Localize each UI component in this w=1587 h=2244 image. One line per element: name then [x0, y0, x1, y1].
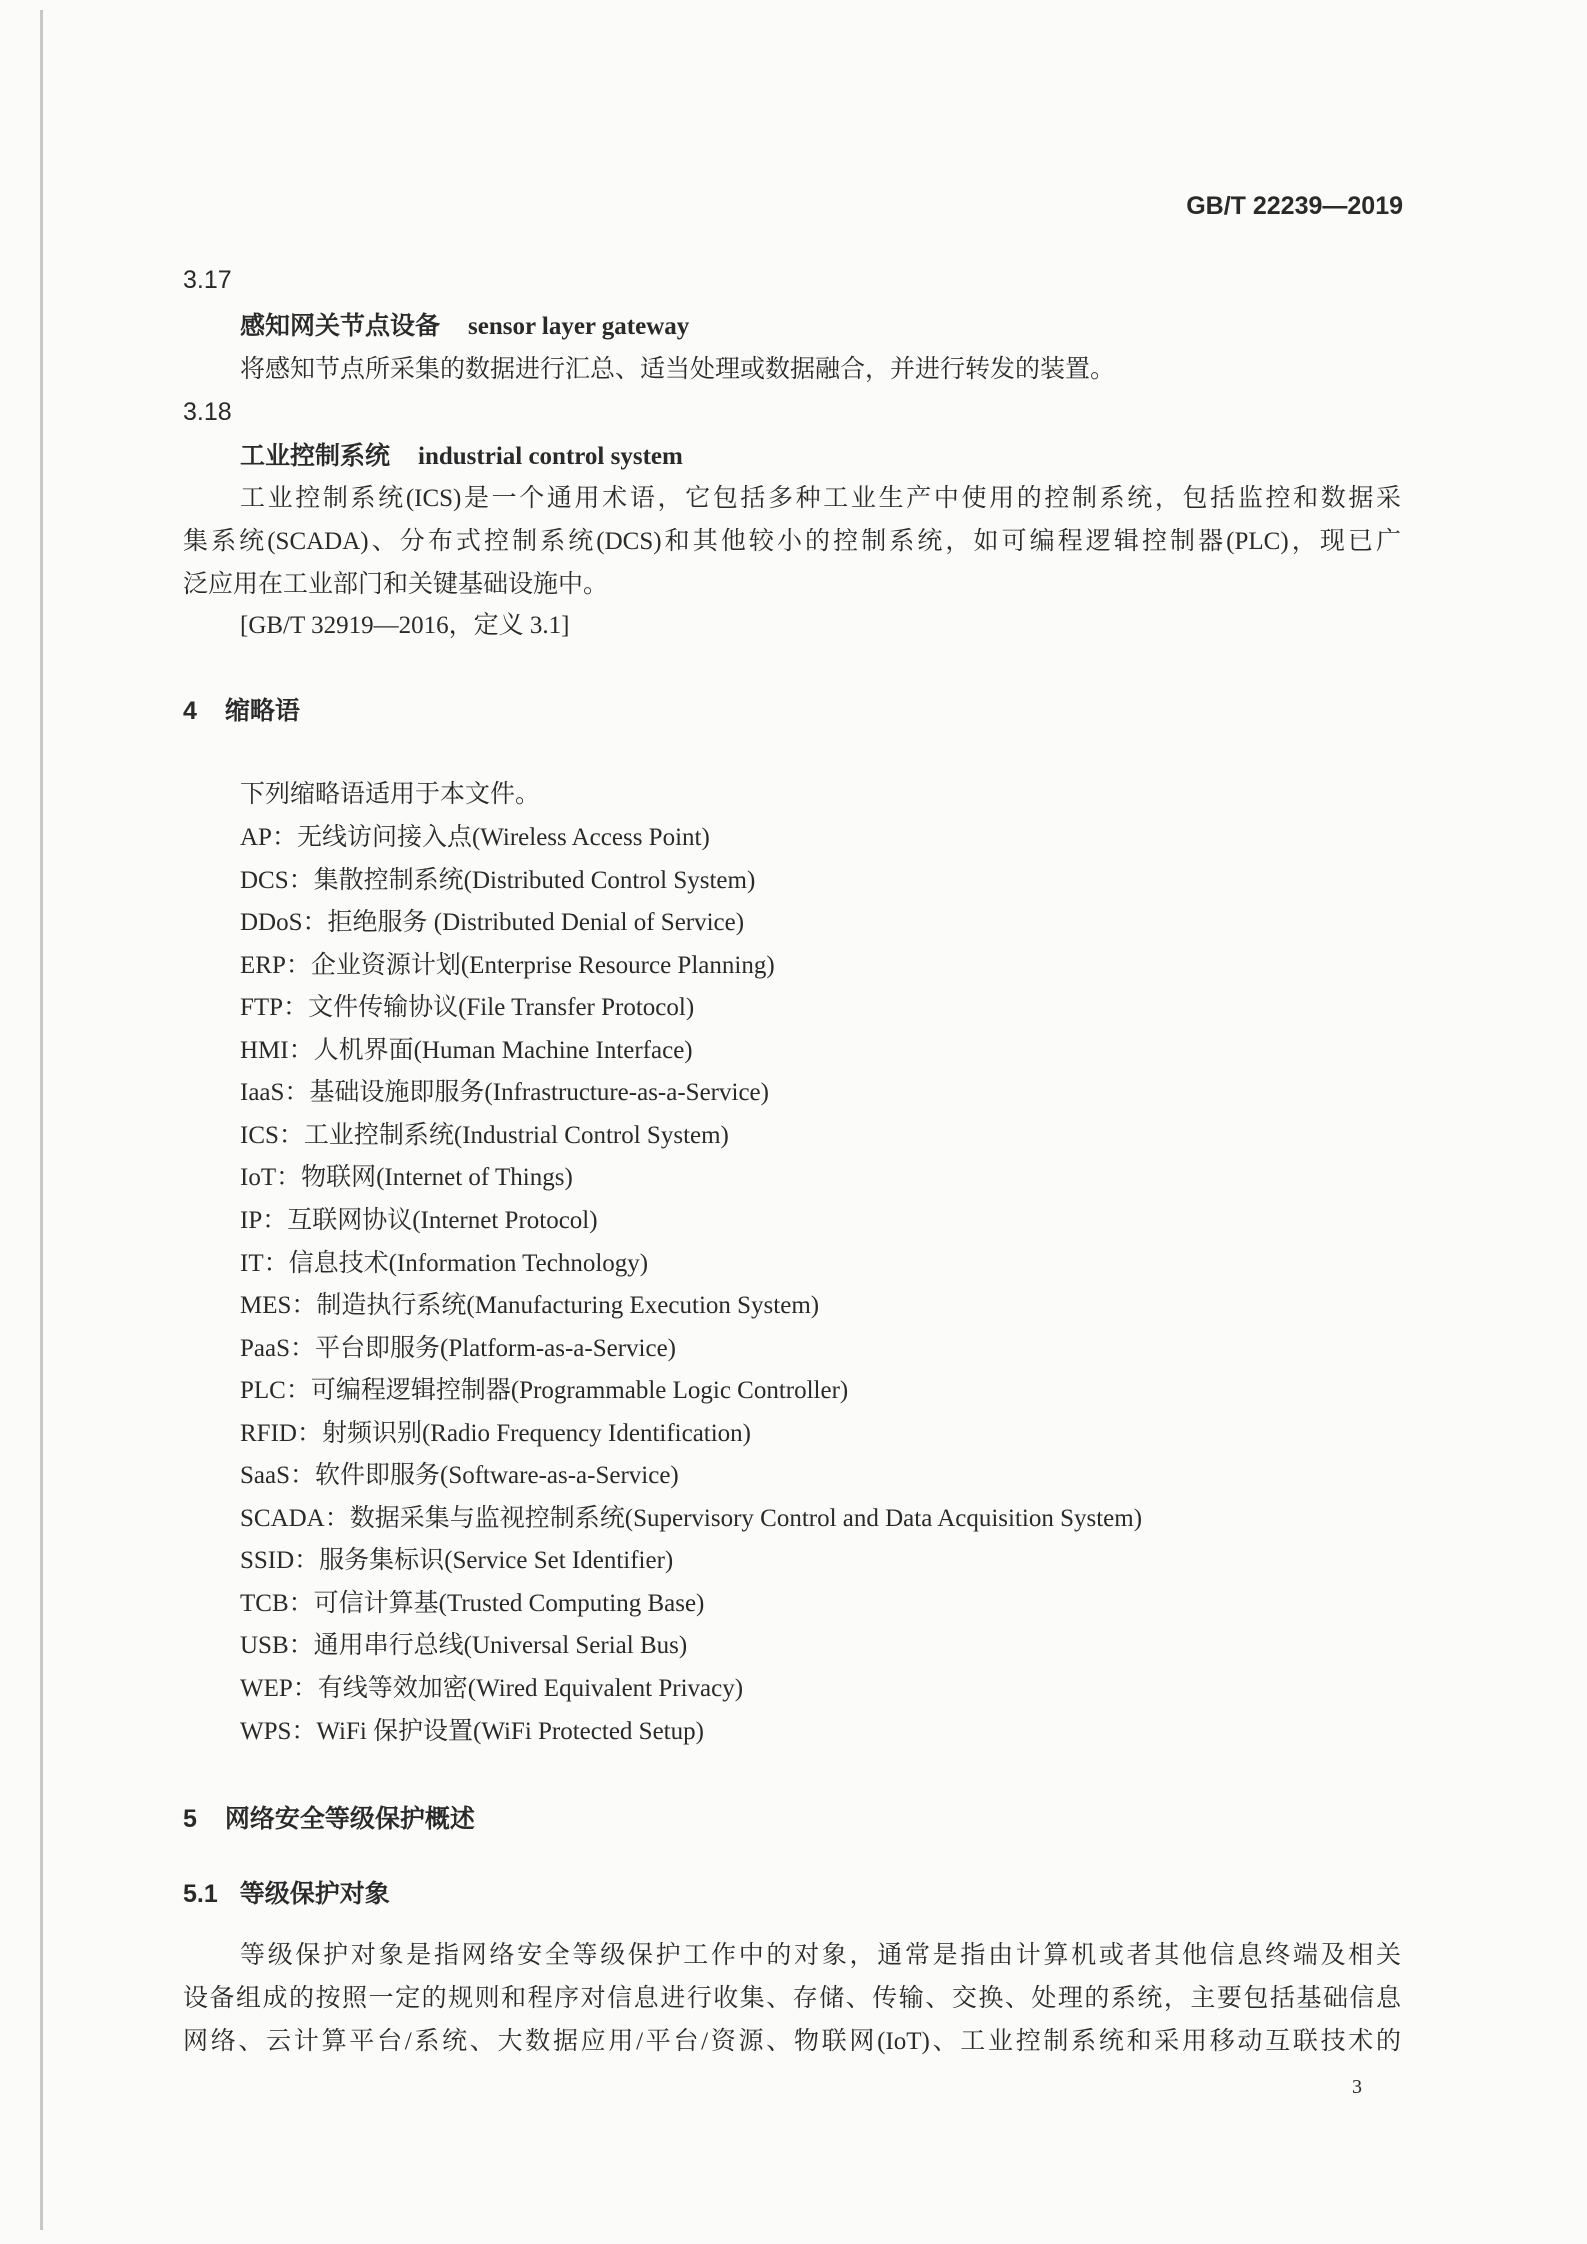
scan-edge-line [40, 10, 43, 2230]
abbreviation-item: AP：无线访问接入点(Wireless Access Point) [240, 824, 710, 851]
abbreviation-item: WPS：WiFi 保护设置(WiFi Protected Setup) [240, 1717, 704, 1745]
term-3-17 [240, 312, 689, 342]
section-title: 等级保护对象 [239, 1881, 390, 1908]
abbreviation-item: IaaS：基础设施即服务(Infrastructure-as-a-Service) [240, 1079, 769, 1107]
abbreviation-item: IoT：物联网(Internet of Things) [240, 1164, 573, 1192]
reference: [GB/T 32919—2016，定义 3.1] [240, 612, 570, 639]
abbreviation-item: IT：信息技术(Information Technology) [240, 1249, 649, 1277]
abbreviation-item: DCS：集散控制系统(Distributed Control System) [240, 866, 756, 894]
section-heading-5 [183, 1804, 475, 1835]
section-number: 4 [183, 697, 197, 725]
paragraph-line: 网络、云计算平台/系统、大数据应用/平台/资源、物联网(IoT)、工业控制系统和采用移动互联技术的 [183, 2028, 1401, 2055]
abbreviation-item: MES：制造执行系统(Manufacturing Execution System) [240, 1292, 820, 1320]
paragraph-line: 泛应用在工业部门和关键基础设施中。 [183, 571, 609, 598]
abbreviation-item: SSID：服务集标识(Service Set Identifier) [240, 1547, 674, 1575]
paragraph-line: 设备组成的按照一定的规则和程序对信息进行收集、存储、传输、交换、处理的系统，主要包括基础信息 [183, 1985, 1401, 2012]
term-3-18 [240, 442, 683, 472]
abbreviation-item: HMI：人机界面(Human Machine Interface) [240, 1036, 693, 1064]
definition-3-17: 将感知节点所采集的数据进行汇总、适当处理或数据融合，并进行转发的装置。 [240, 356, 1116, 383]
abbreviation-item: RFID：射频识别(Radio Frequency Identification) [240, 1419, 752, 1447]
standard-code-header: GB/T 22239—2019 [1186, 192, 1403, 220]
section-heading-5-1 [183, 1879, 390, 1910]
abbreviation-intro: 下列缩略语适用于本文件。 [240, 781, 541, 808]
abbreviation-item: FTP：文件传输协议(File Transfer Protocol) [240, 994, 695, 1022]
paragraph-line: 工业控制系统(ICS)是一个通用术语，它包括多种工业生产中使用的控制系统，包括监控和数据采 [240, 485, 1401, 512]
term-cn: 感知网关节点设备 [240, 313, 441, 340]
page-number: 3 [1352, 2076, 1362, 2098]
section-heading-4 [183, 696, 300, 727]
clause-number-3-18: 3.18 [183, 398, 232, 426]
term-en: sensor layer gateway [468, 313, 690, 340]
paragraph-line: 等级保护对象是指网络安全等级保护工作中的对象，通常是指由计算机或者其他信息终端及相关 [240, 1942, 1401, 1969]
abbreviation-item: PLC：可编程逻辑控制器(Programmable Logic Controller) [240, 1377, 849, 1405]
abbreviation-item: SaaS：软件即服务(Software-as-a-Service) [240, 1462, 679, 1490]
paragraph-line: 集系统(SCADA)、分布式控制系统(DCS)和其他较小的控制系统，如可编程逻辑控制器(PLC)，现已广 [183, 528, 1401, 555]
abbreviation-item: ICS：工业控制系统(Industrial Control System) [240, 1121, 729, 1149]
section-number: 5 [183, 1805, 197, 1833]
abbreviation-item: IP：互联网协议(Internet Protocol) [240, 1206, 598, 1234]
clause-number-3-17: 3.17 [183, 266, 232, 294]
abbreviation-item: PaaS：平台即服务(Platform-as-a-Service) [240, 1334, 676, 1362]
section-title: 缩略语 [224, 698, 300, 725]
term-en: industrial control system [418, 443, 683, 470]
abbreviation-item: SCADA：数据采集与监视控制系统(Supervisory Control and Data Acquisition System) [240, 1504, 1143, 1532]
term-cn: 工业控制系统 [240, 443, 391, 470]
abbreviation-item: TCB：可信计算基(Trusted Computing Base) [240, 1589, 705, 1617]
abbreviation-item: WEP：有线等效加密(Wired Equivalent Privacy) [240, 1675, 744, 1702]
abbreviation-item: USB：通用串行总线(Universal Serial Bus) [240, 1632, 688, 1660]
section-number: 5.1 [183, 1880, 218, 1908]
abbreviation-item: DDoS：拒绝服务 (Distributed Denial of Service) [240, 909, 745, 937]
abbreviation-item: ERP：企业资源计划(Enterprise Resource Planning) [240, 951, 775, 979]
section-title: 网络安全等级保护概述 [224, 1806, 475, 1833]
